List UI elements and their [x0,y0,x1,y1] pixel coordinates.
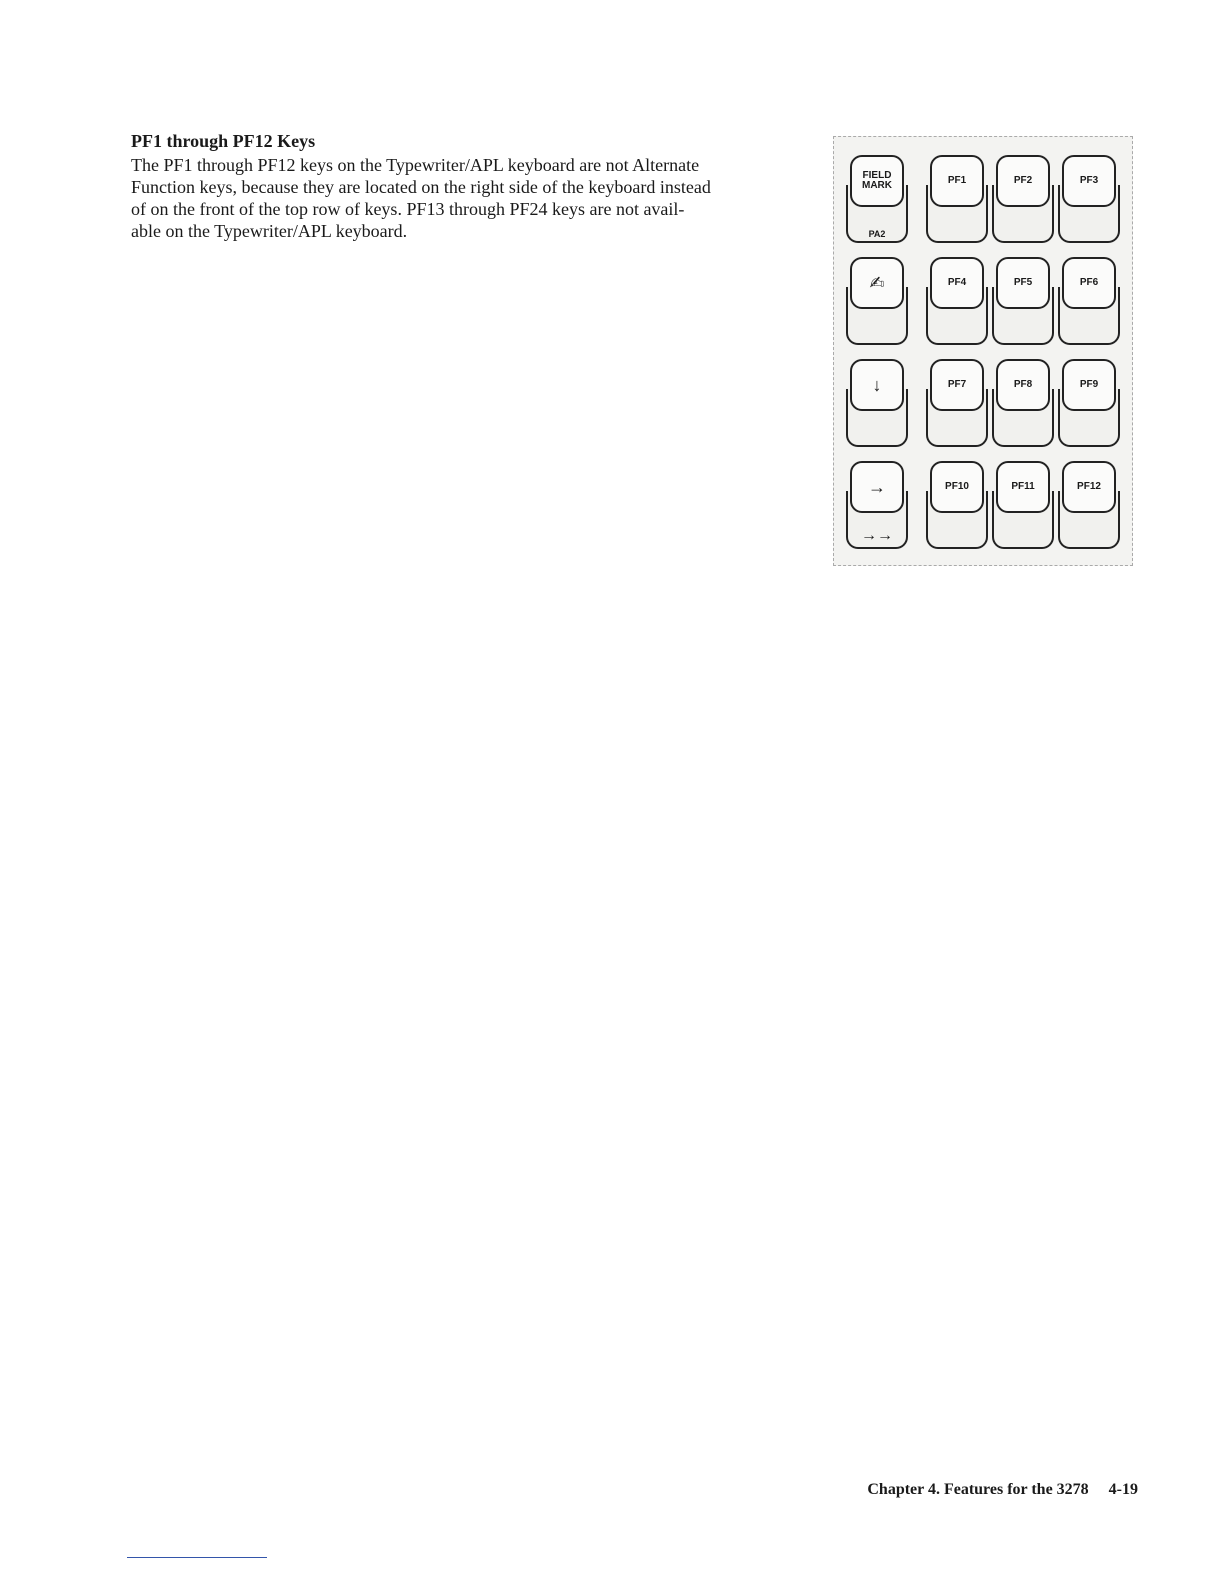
footnote-rule [127,1557,267,1558]
key-label: PF6 [1062,257,1116,309]
key-label: PF2 [996,155,1050,207]
keyboard-key [926,155,988,245]
key-label: → [850,461,904,513]
keyboard-key [1058,257,1120,347]
key-label: PF3 [1062,155,1116,207]
keyboard-key [846,461,908,551]
keyboard-key [1058,461,1120,551]
key-sub-label: PA2 [868,229,886,239]
key-sub-label: →→ [861,527,893,544]
key-label: PF5 [996,257,1050,309]
keyboard-key [992,257,1054,347]
page-number: 4-19 [1108,1481,1138,1498]
body-paragraph [131,154,791,242]
key-label: PF10 [930,461,984,513]
key-label: PF4 [930,257,984,309]
key-label: PF11 [996,461,1050,513]
body-line: able on the Typewriter/APL keyboard. [131,221,408,241]
key-label: PF8 [996,359,1050,411]
key-label: PF1 [930,155,984,207]
key-label: PF9 [1062,359,1116,411]
body-line: of on the front of the top row of keys. PF13 through PF24 keys are not avail- [131,199,685,219]
keyboard-key [992,359,1054,449]
keyboard-key [846,359,908,449]
key-label: PF7 [930,359,984,411]
keyboard-figure [833,136,1133,566]
keyboard-key [926,257,988,347]
key-label: ✍ [850,257,904,309]
section-title: PF1 through PF12 Keys [131,131,316,151]
keyboard-key [992,461,1054,551]
keyboard-key [1058,359,1120,449]
keyboard-key [846,257,908,347]
key-label: PF12 [1062,461,1116,513]
key-label: ↓ [850,359,904,411]
key-label: FIELD MARK [850,155,904,207]
body-line: Function keys, because they are located on the right side of the keyboard instead [131,177,711,197]
key-grid [834,137,1134,567]
keyboard-key [926,359,988,449]
keyboard-key [926,461,988,551]
keyboard-key [1058,155,1120,245]
keyboard-key [992,155,1054,245]
page-footer [867,1481,1138,1499]
body-line: The PF1 through PF12 keys on the Typewriter/APL keyboard are not Alternate [131,155,700,175]
keyboard-key [846,155,908,245]
footer-chapter: Chapter 4. Features for the 3278 [867,1481,1089,1498]
